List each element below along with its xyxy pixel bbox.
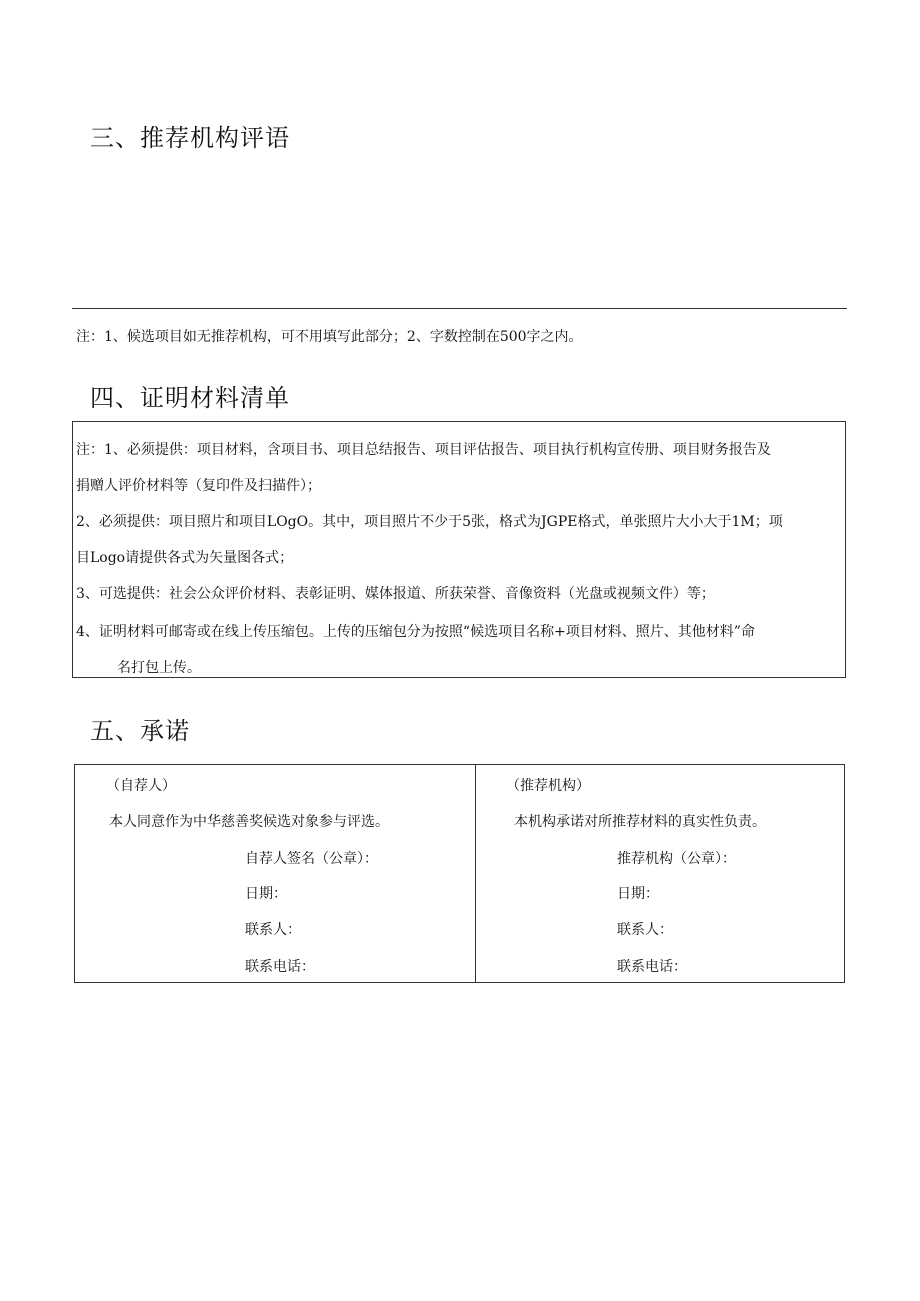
materials-line: 捐赠人评价材料等（复印件及扫描件）；	[76, 478, 321, 494]
recommending-org-contact-label: 联系人：	[617, 922, 673, 938]
section3-title: 三、推荐机构评语	[90, 124, 290, 152]
materials-list-box	[72, 421, 846, 678]
recommending-org-statement: 本机构承诺对所推荐材料的真实性负责。	[514, 814, 766, 830]
materials-line: 2、必须提供：项目照片和项目LOgO。其中，项目照片不少于5张，格式为JGPE格式，单张照片大小大于1M；项	[76, 514, 783, 530]
section4-title: 四、证明材料清单	[90, 384, 290, 412]
recommending-org-header: （推荐机构）	[506, 778, 590, 794]
section5-title: 五、承诺	[90, 717, 190, 745]
section3-note: 注：1、候选项目如无推荐机构，可不用填写此部分；2、字数控制在500字之内。	[76, 329, 583, 345]
self-recommender-column	[75, 765, 476, 982]
self-recommender-contact-label: 联系人：	[245, 922, 301, 938]
self-recommender-signature-label: 自荐人签名（公章）：	[245, 851, 378, 867]
comment-divider	[72, 308, 847, 309]
recommending-org-phone-label: 联系电话：	[617, 959, 687, 975]
materials-line: 4、证明材料可邮寄或在线上传压缩包。上传的压缩包分为按照“候选项目名称+项目材料、照片、其他材料”命	[76, 624, 755, 640]
self-recommender-statement: 本人同意作为中华慈善奖候选对象参与评选。	[109, 814, 389, 830]
materials-line: 目Logo请提供各式为矢量图各式；	[76, 550, 294, 566]
self-recommender-date-label: 日期：	[245, 886, 287, 902]
self-recommender-phone-label: 联系电话：	[245, 959, 315, 975]
recommending-org-signature-label: 推荐机构（公章）：	[617, 851, 736, 867]
materials-line: 名打包上传。	[117, 660, 201, 676]
recommending-org-date-label: 日期：	[617, 886, 659, 902]
self-recommender-header: （自荐人）	[106, 778, 176, 794]
promise-table	[74, 764, 845, 983]
materials-line: 注：1、必须提供：项目材料，含项目书、项目总结报告、项目评估报告、项目执行机构宣传册、项目财务报告及	[76, 442, 771, 458]
recommending-org-column	[476, 765, 844, 982]
materials-line: 3、可选提供：社会公众评价材料、表彰证明、媒体报道、所获荣誉、音像资料（光盘或视频文件）等；	[76, 586, 715, 602]
